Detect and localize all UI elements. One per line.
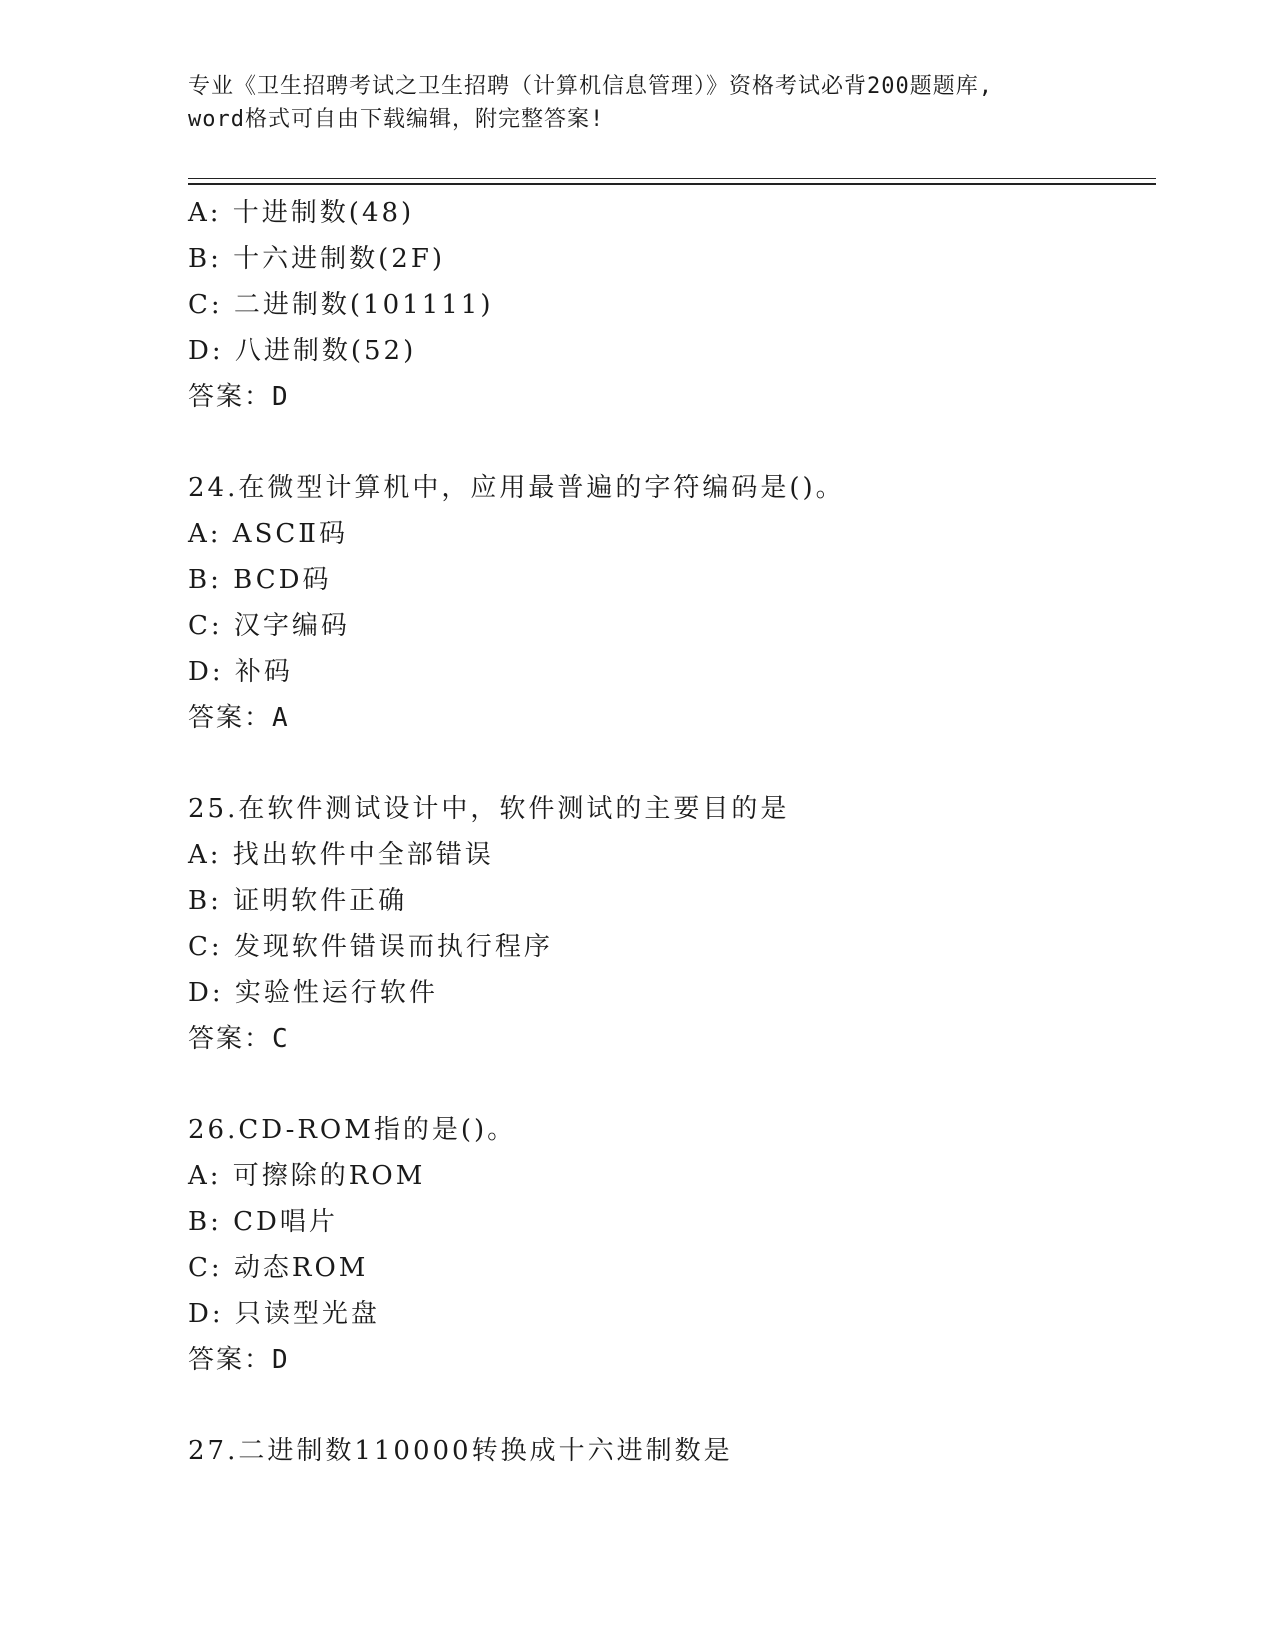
option-d: D: 实验性运行软件: [188, 978, 438, 1008]
header-divider-top: [188, 178, 1156, 179]
option-b: B: 证明软件正确: [188, 886, 408, 916]
question-text: 25.在软件测试设计中，软件测试的主要目的是: [188, 794, 790, 824]
option-b: B: BCD码: [188, 565, 332, 595]
option-a: A: ASCⅡ码: [188, 519, 348, 549]
spacer: [188, 1062, 1148, 1107]
header-divider-bottom: [188, 183, 1156, 185]
question-24-block: [188, 465, 1148, 741]
option-d: D: 八进制数(52): [188, 336, 417, 366]
spacer: [188, 420, 1148, 465]
spacer: [188, 1383, 1148, 1428]
answer-line: 答案：D: [188, 1345, 290, 1375]
question-26-block: [188, 1107, 1148, 1383]
answer-line: 答案：C: [188, 1024, 290, 1054]
option-a: A: 找出软件中全部错误: [188, 840, 494, 870]
question-text: 24.在微型计算机中，应用最普遍的字符编码是()。: [188, 473, 845, 503]
option-c: C: 二进制数(101111): [188, 290, 494, 320]
option-a: A: 可擦除的ROM: [188, 1161, 426, 1191]
question-27-block: [188, 1428, 1148, 1474]
option-c: C: 发现软件错误而执行程序: [188, 932, 553, 962]
option-d: D: 只读型光盘: [188, 1299, 380, 1329]
option-c: C: 汉字编码: [188, 611, 350, 641]
option-a: A: 十进制数(48): [188, 198, 415, 228]
answer-line: 答案：A: [188, 703, 290, 733]
question-list: [188, 190, 1148, 1474]
question-text: 27.二进制数110000转换成十六进制数是: [188, 1436, 733, 1466]
question-25-block: [188, 786, 1148, 1062]
answer-line: 答案：D: [188, 382, 290, 412]
document-header: [188, 70, 1088, 136]
option-b: B: CD唱片: [188, 1207, 338, 1237]
header-line-2: word格式可自由下载编辑，附完整答案!: [188, 107, 605, 132]
header-line-1: 专业《卫生招聘考试之卫生招聘（计算机信息管理）》资格考试必背200题题库,: [188, 74, 993, 99]
spacer: [188, 741, 1148, 786]
question-23-block: [188, 190, 1148, 420]
option-c: C: 动态ROM: [188, 1253, 369, 1283]
question-text: 26.CD-ROM指的是()。: [188, 1115, 517, 1145]
option-b: B: 十六进制数(2F): [188, 244, 446, 274]
option-d: D: 补码: [188, 657, 293, 687]
